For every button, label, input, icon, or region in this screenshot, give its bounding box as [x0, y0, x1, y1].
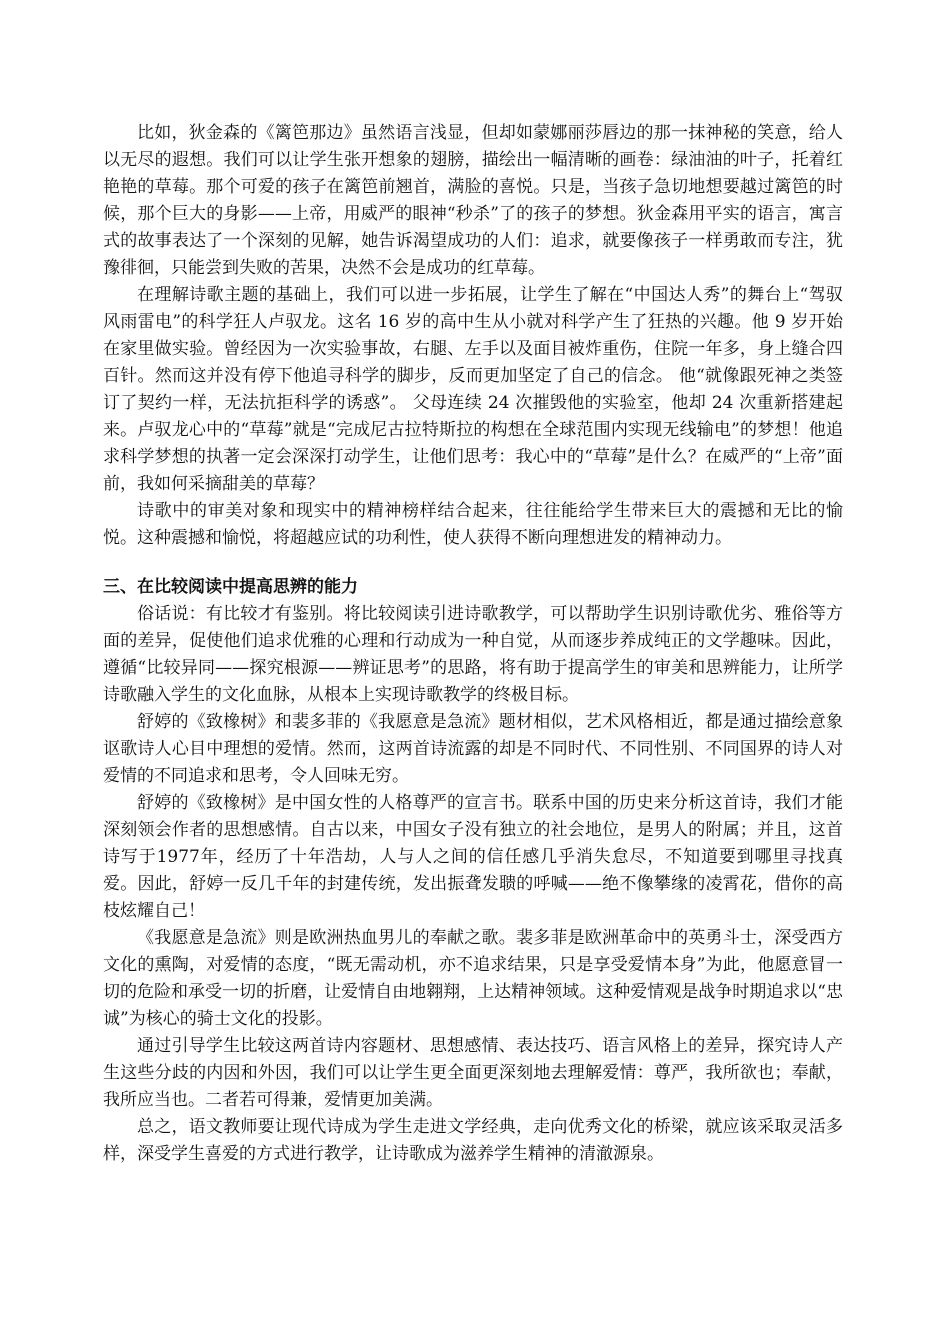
- paragraph-guidance: 通过引导学生比较这两首诗内容题材、思想感情、表达技巧、语言风格上的差异，探究诗人产生这些分歧的内因和外因，我们可以让学生更全面更深刻地去理解爱情：尊严，我所欲也；奉献，我所应当也。二者若可得兼，爱情更加美满。: [103, 1036, 843, 1110]
- section-heading: 三、在比较阅读中提高思辨的能力: [103, 577, 358, 597]
- document-page: [103, 120, 843, 1168]
- paragraph-shu-ting: 舒婷的《致橡树》是中国女性的人格尊严的宣言书。联系中国的历史来分析这首诗，我们才能深刻领会作者的思想感情。自古以来，中国女子没有独立的社会地位，是男人的附属；并且，这首诗写于1977年，经历了十年浩劫，人与人之间的信任感几乎消失怠尽，不知道要到哪里寻找真爱。因此，舒婷一反几千年的封建传统，发出振聋发聩的呼喊——绝不像攀缘的凌霄花，借你的高枝炫耀自己！: [103, 793, 843, 921]
- paragraph-conclusion: 总之，语文教师要让现代诗成为学生走进文学经典，走向优秀文化的桥梁，就应该采取灵活多样，深受学生喜爱的方式进行教学，让诗歌成为滋养学生精神的清澈源泉。: [103, 1117, 843, 1164]
- paragraph-lu-yulong: 在理解诗歌主题的基础上，我们可以进一步拓展，让学生了解在“中国达人秀”的舞台上“驾驭风雨雷电”的科学狂人卢驭龙。这名 16 岁的高中生从小就对科学产生了狂热的兴趣。他 9 岁开始在家里做实验。曾经因为一次实验事故，右腿、左手以及面目被炸重伤，住院一年多，身上缝合四百针。然而这并没有停下他追寻科学的脚步，反而更加坚定了自己的信念。 他“就像跟死神之类签订了契约一样，无法抗拒科学的诱惑”。 父母连续 24 次摧毁他的实验室，他却 24 次重新搭建起来。卢驭龙心中的“草莓”就是“完成尼古拉特斯拉的构想在全球范围内实现无线输电”的梦想！他追求科学梦想的执著一定会深深打动学生，让他们思考：我心中的“草莓”是什么？在威严的“上帝”面前，我如何采摘甜美的草莓？: [103, 285, 843, 494]
- paragraph-dickinson: 比如，狄金森的《篱笆那边》虽然语言浅显，但却如蒙娜丽莎唇边的那一抹神秘的笑意，给人以无尽的遐想。我们可以让学生张开想象的翅膀，描绘出一幅清晰的画卷：绿油油的叶子，托着红艳艳的草莓。那个可爱的孩子在篱笆前翘首，满脸的喜悦。只是，当孩子急切地想要越过篱笆的时候，那个巨大的身影——上帝，用威严的眼神“秒杀”了的孩子的梦想。狄金森用平实的语言，寓言式的故事表达了一个深刻的见解，她告诉渴望成功的人们：追求，就要像孩子一样勇敢而专注，犹豫徘徊，只能尝到失败的苦果，决然不会是成功的红草莓。: [103, 123, 843, 278]
- paragraph-petofi: 《我愿意是急流》则是欧洲热血男儿的奉献之歌。裴多菲是欧洲革命中的英勇斗士，深受西方文化的熏陶，对爱情的态度，“既无需动机，亦不追求结果，只是享受爱情本身”为此，他愿意冒一切的危险和承受一切的折磨，让爱情自由地翱翔，上达精神领域。这种爱情观是战争时期追求以“忠诚”为核心的骑士文化的投影。: [103, 928, 843, 1029]
- paragraph-two-poems: 舒婷的《致橡树》和裴多菲的《我愿意是急流》题材相似，艺术风格相近，都是通过描绘意象讴歌诗人心目中理想的爱情。然而，这两首诗流露的却是不同时代、不同性别、不同国界的诗人对爱情的不同追求和思考，令人回味无穷。: [103, 712, 843, 786]
- paragraph-comparative-reading: 俗话说：有比较才有鉴别。将比较阅读引进诗歌教学，可以帮助学生识别诗歌优劣、雅俗等方面的差异，促使他们追求优雅的心理和行动成为一种自觉，从而逐步养成纯正的文学趣味。因此，遵循“比较异同——探究根源——辨证思考”的思路，将有助于提高学生的审美和思辨能力，让所学诗歌融入学生的文化血脉，从根本上实现诗歌教学的终极目标。: [103, 604, 843, 705]
- paragraph-aesthetic-value: 诗歌中的审美对象和现实中的精神榜样结合起来，往往能给学生带来巨大的震撼和无比的愉悦。这种震撼和愉悦，将超越应试的功利性，使人获得不断向理想进发的精神动力。: [103, 501, 843, 548]
